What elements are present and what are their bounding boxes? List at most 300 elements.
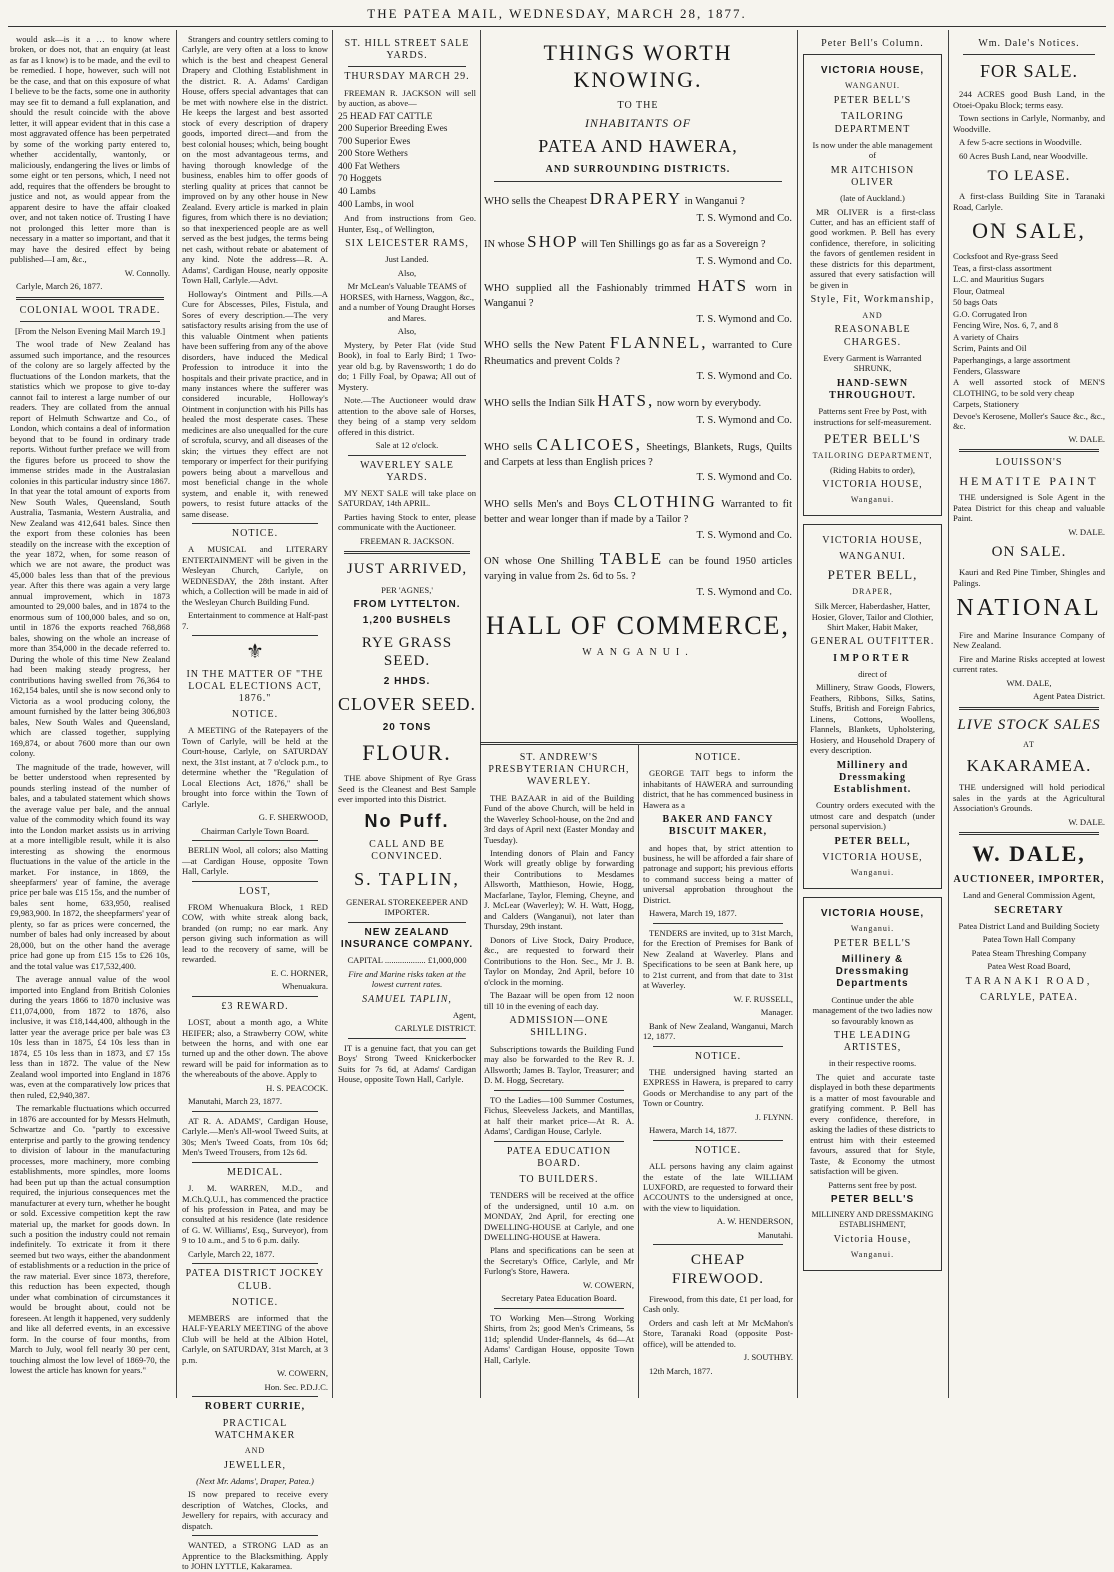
twk-to: TO THE xyxy=(617,99,659,111)
rule xyxy=(653,1140,783,1141)
letter-dateline: Carlyle, March 26, 1877. xyxy=(16,281,103,292)
on-sale: ON SALE, xyxy=(972,218,1086,244)
artistes: THE LEADING ARTISTES, xyxy=(833,1030,912,1054)
twk-keyword: HATS, xyxy=(597,390,655,410)
firewood-date: 12th March, 1877. xyxy=(649,1365,713,1376)
advert-text: Patterns sent Free by Post, with instructions for self-measurement. xyxy=(813,406,932,427)
column-6 xyxy=(953,34,1105,1398)
reward-signer: H. S. PEACOCK. xyxy=(266,1082,328,1093)
notice-signer: W. F. RUSSELL, xyxy=(733,993,793,1004)
notice-heading: NOTICE. xyxy=(694,752,742,763)
shipment-note: THE above Shipment of Rye Grass Seed is the Cleanest and Best Sample ever imported into this District. xyxy=(338,773,476,805)
twk-post: will Ten Shillings go as far as a Sovereign ? xyxy=(581,239,766,251)
church-body: The Bazaar will be open from 12 noon till 10 in the evening of each day. xyxy=(484,990,634,1011)
hall-of-commerce: HALL OF COMMERCE, xyxy=(486,610,790,640)
hhds: 2 HHDS. xyxy=(383,676,431,688)
no-puff: No Puff. xyxy=(364,810,450,831)
currie-body: IS now prepared to receive every description of Watches, Clocks, and Jewellery for repairs, with accuracy and dispatch. xyxy=(182,1489,328,1531)
twk-pre: WHO sells the Cheapest xyxy=(484,195,587,207)
waverley-title: WAVERLEY SALE YARDS. xyxy=(360,459,454,483)
signer: W. DALE. xyxy=(1068,816,1105,827)
lost-heading: LOST, xyxy=(239,885,271,897)
auctioneer: AUCTIONEER, IMPORTER, xyxy=(953,874,1105,886)
rule xyxy=(653,1244,783,1245)
advert-box xyxy=(803,897,942,1271)
and: AND xyxy=(862,310,883,320)
advert-box xyxy=(803,524,942,889)
hematite: HEMATITE PAINT xyxy=(959,473,1099,488)
insurance-agent: SAMUEL TAPLIN, xyxy=(362,993,452,1005)
advert-text: Patea District Land and Building Society xyxy=(958,920,1100,931)
wanganui: WANGANUI. xyxy=(839,551,906,563)
list-item: G.O. Corrugated Iron xyxy=(953,308,1027,319)
twk-signature: T. S. Wymond and Co. xyxy=(696,371,792,383)
jockey-body: MEMBERS are informed that the HALF-YEARLY MEETING of the above Club will be held at the Albion Hotel, Carlyle, on SATURDAY, 31st March, at 3 p.m. xyxy=(182,1312,328,1365)
victoria-house: VICTORIA HOUSE, xyxy=(820,907,925,919)
list-item: Teas, a first-class assortment xyxy=(953,262,1052,273)
advert-text: A few 5-acre sections in Woodville. xyxy=(959,137,1082,148)
medical-body: J. M. WARREN, M.D., and M.Ch.Q.U.I., has commenced the practice of his profession in Patea, and may be consulted at his residence (late residence of G. W. Williams', Esq., Surveyor), from 9 to 10 a.m., and 5 to 6 p.m. daily. xyxy=(182,1183,328,1246)
letter-signature: W. Connolly. xyxy=(124,267,170,278)
national: NATIONAL xyxy=(956,595,1102,622)
taplin-sub: GENERAL STOREKEEPER AND IMPORTER. xyxy=(346,896,468,918)
advert-text: Every Garment is Warranted SHRUNK, xyxy=(823,352,922,374)
notice-body: Entertainment to commence at Half-past 7. xyxy=(182,610,328,631)
twk-signature: T. S. Wymond and Co. xyxy=(696,256,792,268)
column-5 xyxy=(801,34,944,1398)
rule xyxy=(192,635,318,636)
on-sale: ON SALE. xyxy=(991,544,1067,561)
column-1 xyxy=(10,34,170,1398)
rule xyxy=(192,881,318,882)
insurance-district: CARLYLE DISTRICT. xyxy=(394,1023,476,1034)
rule xyxy=(192,840,318,841)
live-stock: LIVE STOCK SALES xyxy=(957,716,1101,733)
column-rule xyxy=(480,30,481,1398)
signer-title: Agent Patea District. xyxy=(1033,691,1105,702)
twk-post: can be found 1950 articles varying in value from 2s. 6d to 5s. ? xyxy=(484,556,793,583)
outfitter: GENERAL OUTFITTER. xyxy=(810,636,935,648)
list-item xyxy=(484,231,792,269)
list-item: 700 Superior Ewes xyxy=(338,136,411,147)
list-item xyxy=(484,188,792,226)
advert-text: Land and General Commission Agent, xyxy=(963,890,1095,901)
rule xyxy=(959,707,1099,710)
twk-signature: T. S. Wymond and Co. xyxy=(696,587,792,599)
tenders-signer-title: Secretary Patea Education Board. xyxy=(501,1293,617,1304)
currie-trade: PRACTICAL WATCHMAKER xyxy=(214,1417,296,1441)
advert-text: in their respective rooms. xyxy=(828,1058,917,1069)
advert-text: THE undersigned is Sole Agent in the Patea District for this cheap and valuable Paint. xyxy=(953,492,1105,524)
millinery: Millinery and Dressmaking Establishment. xyxy=(833,759,912,796)
victoria-house: VICTORIA HOUSE, xyxy=(822,535,923,547)
rule xyxy=(963,54,1095,55)
victoria-house: VICTORIA HOUSE, xyxy=(822,851,923,863)
rule xyxy=(494,1141,624,1142)
advert-paragraph: TO the Ladies—100 Summer Costumes, Fichus, Sleeveless Jackets, and Mantillas, at half their market price—At R. A. Adams', Cardigan House, Carlyle. xyxy=(484,1094,634,1137)
twk-pre: WHO sells Men's and Boys xyxy=(484,498,610,510)
list-item xyxy=(484,390,792,428)
secretary: SECRETARY xyxy=(994,904,1064,916)
twk-signature: T. S. Wymond and Co. xyxy=(696,212,792,224)
twk-signature: T. S. Wymond and Co. xyxy=(696,529,792,541)
advert-text: (late of Auckland.) xyxy=(840,193,905,204)
twk-pre: WHO sells the Indian Silk xyxy=(484,397,595,409)
advert-paragraph: BERLIN Wool, all colors; also Matting —at Cardigan House, opposite Town Hall, Carlyle. xyxy=(182,845,328,877)
rule xyxy=(192,1396,318,1397)
things-worth-knowing xyxy=(484,34,792,744)
style: Style, Fit, Workmanship, xyxy=(810,294,935,306)
list-item: Cocksfoot and Rye-grass Seed xyxy=(953,251,1058,262)
notice-signer-title: Chairman Carlyle Town Board. xyxy=(200,825,310,836)
advert-text: (Riding Habits to order), xyxy=(830,464,915,475)
advert-text: Kauri and Red Pine Timber, Shingles and Palings. xyxy=(953,567,1105,588)
list-item: L.C. and Mauritius Sugars xyxy=(953,274,1044,285)
sale-day: THURSDAY MARCH 29. xyxy=(344,71,470,83)
column-2 xyxy=(182,34,328,1572)
victoria-house: VICTORIA HOUSE, xyxy=(822,479,923,491)
twk-places: PATEA AND HAWERA, xyxy=(538,136,738,157)
column-rule xyxy=(638,744,639,1398)
currie-address: (Next Mr. Adams', Draper, Patea.) xyxy=(196,1475,314,1486)
twk-post: Sheetings, Blankets, Rugs, Quilts and Carpets at less than English prices ? xyxy=(484,441,792,468)
insurance-title: NEW ZEALAND INSURANCE COMPANY. xyxy=(340,926,474,951)
twk-signature: T. S. Wymond and Co. xyxy=(696,472,792,484)
rule xyxy=(494,1308,624,1309)
advert-text: A first-class Building Site in Taranaki Road, Carlyle. xyxy=(953,191,1105,212)
signer: W. DALE. xyxy=(1068,433,1105,444)
reward-date: Manutahi, March 23, 1877. xyxy=(188,1096,283,1107)
call-and-see: CALL AND BE CONVINCED. xyxy=(369,838,445,862)
carlyle: CARLYLE, PATEA. xyxy=(980,992,1078,1004)
twk-pre: WHO sells xyxy=(484,441,533,453)
peter-bell: PETER BELL'S xyxy=(833,95,912,107)
peter-bell: PETER BELL'S xyxy=(823,431,922,447)
notice-body: ALL persons having any claim against the estate of the late WILLIAM LUXFORD, are requested to forward their ACCOUNTS to the undersigned at once, with the view to liquidation. xyxy=(643,1161,793,1213)
column-rule xyxy=(797,30,798,1398)
wanganui: Wanganui. xyxy=(850,1250,895,1260)
masthead-rule xyxy=(8,26,1106,27)
list-item xyxy=(484,491,792,542)
advert-text: Fire and Marine Risks accepted at lowest current rates. xyxy=(953,653,1105,675)
hand-sewn: HAND-SEWN THROUGHOUT. xyxy=(829,377,916,401)
louisson: LOUISSON'S xyxy=(995,457,1063,469)
medical-date: Carlyle, March 22, 1877. xyxy=(188,1248,275,1259)
rule xyxy=(348,66,466,67)
list-item: A variety of Chairs xyxy=(953,331,1019,342)
peter-bell: PETER BELL, xyxy=(834,835,911,847)
list-item: A well assorted stock of MEN'S CLOTHING, to be sold very cheap xyxy=(953,377,1105,398)
insurance-risks: Fire and Marine risks taken at the lowest current rates. xyxy=(348,968,466,990)
bushels: 1,200 BUSHELS xyxy=(362,615,452,627)
list-item: Fenders, Glassware xyxy=(953,365,1021,376)
rule xyxy=(959,449,1099,452)
sale-intro: FREEMAN R. JACKSON will sell by auction, as above— xyxy=(338,87,476,109)
notice-body: and hopes that, by strict attention to business, he will be afforded a fair share of patronage and support; his previous efforts to command success being a matter of universal approbation throughout the District. xyxy=(643,842,793,905)
jockey-signer: W. COWERN, xyxy=(276,1368,328,1379)
masthead: THE PATEA MAIL, WEDNESDAY, MARCH 28, 1877. xyxy=(367,6,747,21)
church-body: Donors of Live Stock, Dairy Produce, &c., are requested to forward their Contributions to the Hon. Sec., Mr J. B. Taylor on Monday, 2nd April, before 10 o'clock in the morning. xyxy=(484,934,634,987)
list-item: Paperhangings, a large assortment xyxy=(953,354,1071,365)
column-header: Peter Bell's Column. xyxy=(821,38,924,49)
at: AT xyxy=(1023,739,1035,749)
wanganui: Wanganui. xyxy=(850,868,895,878)
advert-text: THE undersigned will hold periodical sales in the yards at the Agricultural Association's Grounds. xyxy=(953,782,1105,814)
list-item: 400 Lambs, in wool xyxy=(338,199,414,210)
tailoring: TAILORING DEPARTMENT, xyxy=(812,450,933,460)
advert-text: Patea West Road Board, xyxy=(987,961,1071,972)
advert-text: 244 ACRES good Bush Land, in the Otoei-Opaku Block; terms easy. xyxy=(953,89,1105,110)
notice-date: Hawera, March 19, 1877. xyxy=(649,908,737,919)
twk-post: now worn by everybody. xyxy=(656,397,762,409)
jockey-signer-title: Hon. Sec. P.D.J.C. xyxy=(264,1381,328,1392)
church-title: ST. ANDREW'S PRESBYTERIAN CHURCH, WAVERLEY. xyxy=(488,752,630,788)
twk-keyword: DRAPERY xyxy=(589,188,682,208)
advert-text: Town sections in Carlyle, Normanby, and Woodville. xyxy=(953,113,1105,134)
twk-signature: T. S. Wymond and Co. xyxy=(696,414,792,426)
notice-body: A MEETING of the Ratepayers of the Town of Carlyle, will be held at the Court-house, Carlyle, on SATURDAY next, the 31st instant, at 7 o'clock p.m., to determine whether the "Regulation of Local Elections Act, 1876," shall be brought into force within the Town of Carlyle. xyxy=(182,725,328,809)
list-item: 25 HEAD FAT CATTLE xyxy=(338,111,433,122)
twk-post: worn in Wanganui ? xyxy=(484,283,793,310)
list-item: 200 Store Wethers xyxy=(338,149,408,160)
advert-box xyxy=(803,54,942,516)
advert-paragraph: Holloway's Ointment and Pills.—A Cure for Abscesses, Piles, Fistula, and Sores of every description.—The very satisfactory results arising from the use of this valuable Ointment when patients have been suffering from any of the above disorders, have induced the Medical Profession to introduce it into the hospitals and their private practice, and in many instances where the sufferer was considered incurable, Holloway's Ointment in conjunction with his Pills has healed the most desperate cases. These medicines are also unequalled for the cure of scrofula, scurvy, and all diseases of the skin; the virtues they effect are not temporary or imperfect for their purifying powers being about a marvellous and most beneficial change in the whole system, and enable it, with renewed powers, to resist future attacks of the same disease. xyxy=(182,288,328,519)
insurance-agent-title: Agent, xyxy=(452,1009,476,1020)
advert-text: Patea Steam Threshing Company xyxy=(971,947,1087,958)
fact-advert: IT is a genuine fact, that you can get Boys' Strong Tweed Knickerbocker Suits for 7s 6d, at Adams' Cardigan House, opposite Town Hall, Carlyle. xyxy=(338,1042,476,1085)
twk-keyword: TABLE xyxy=(599,549,664,569)
clover: CLOVER SEED. xyxy=(338,694,476,715)
wanganui: WANGANUI. xyxy=(845,81,900,91)
arrived: JUST ARRIVED, xyxy=(346,561,468,578)
twk-pre: WHO supplied all the Fashionably trimmed xyxy=(484,283,691,295)
list-item: 200 Superior Breeding Ewes xyxy=(338,124,448,135)
list-item: Devoe's Kerosene, Moller's Sauce &c., &c., &c. xyxy=(953,410,1105,432)
firewood-body: Orders and cash left at Mr McMahon's Store, Taranaki Road (opposite Post-office), will be attended to. xyxy=(643,1317,793,1349)
sale-title: ST. HILL STREET SALE YARDS. xyxy=(344,38,470,62)
w-dale: W. DALE, xyxy=(972,841,1086,867)
notice-heading: NOTICE. xyxy=(694,1144,742,1156)
church-body: Subscriptions towards the Building Fund may also be forwarded to the Rev R. J. Allsworth; James B. Taylor, Treasurer; and D. M. Hogg, Secretary. xyxy=(484,1043,634,1086)
rams-sub: Just Landed. xyxy=(385,254,429,265)
column-rule xyxy=(176,30,177,1398)
advert-text: Silk Mercer, Haberdasher, Hatter, Hosier, Glover, Tailor and Clothier, Shirt Maker, Habit Maker, xyxy=(811,601,934,632)
jockey-title: PATEA DISTRICT JOCKEY CLUB. xyxy=(185,1268,325,1292)
notice-body: A MUSICAL and LITERARY ENTERTAINMENT will be given in the Wesleyan Church, Carlyle, on WEDNESDAY, the 28th instant. After which, a Collection will be made in aid of the Wesleyan Church Building Fund. xyxy=(182,544,328,607)
article-paragraph: The remarkable fluctuations which occurred in 1876 are accounted for by Messrs Helmuth, Schwartze and Co. "partly to excessive enterprise and partly to the growing tendency to division of labour in the manufacturing processes, more machinery, more combing establishments, more spindles, more looms had been put up than the actual consumption required, the injurious consequences met the manufacturer at every turn, whether he bought or sold. Excessive competition kept the raw material up, the market for goods down. In such a position the industry could not remain indefinitely. To extricate it from it there seemed but two ways, either the abandonment of establishments or a reduction in the price of the raw material. Ever since 1873, therefore, this reduction has been expected, though under what combination of circumstances it would be brought about, could not be foreseen. At length it happened, very suddenly and like all deferred events, in an excessive form. In the course of four months, from March to July, wool fell nearly 30 per cent, touching almost the low level of 1869-70, the lowest the article has known for years." xyxy=(10,1103,170,1376)
notice-signer: J. FLYNN. xyxy=(755,1111,793,1122)
advert-text: Fire and Marine Insurance Company of New Zealand. xyxy=(953,629,1105,651)
victoria-house: Victoria House, xyxy=(833,1233,912,1245)
article-heading: COLONIAL WOOL TRADE. xyxy=(19,304,161,316)
charges: REASONABLE CHARGES. xyxy=(834,324,911,348)
peter-bell: PETER BELL, xyxy=(827,567,918,583)
rule xyxy=(653,1046,783,1047)
lost-signer: E. C. HORNER, xyxy=(270,967,328,978)
notice-signer: A. W. HENDERSON, xyxy=(716,1216,793,1227)
firewood-signer: J. SOUTHBY. xyxy=(743,1352,793,1363)
signer: W. DALE. xyxy=(1068,526,1105,537)
rule xyxy=(16,297,164,300)
notice-date: Bank of New Zealand, Wanganui, March 12, 1877. xyxy=(643,1020,793,1042)
list-item xyxy=(484,332,792,383)
currie-name: ROBERT CURRIE, xyxy=(204,1401,306,1413)
list-item xyxy=(484,548,792,599)
notice-heading: NOTICE. xyxy=(694,1050,742,1062)
wanganui: WANGANUI. xyxy=(582,647,694,659)
board-title: PATEA EDUCATION BOARD. xyxy=(506,1145,612,1169)
twk-title: THINGS WORTH KNOWING. xyxy=(543,40,733,92)
rule xyxy=(344,551,470,554)
advert-paragraph: TO Working Men—Strong Working Shirts, from 2s; good Men's Crimeans, 5s 11d; splendid Under-flannels, 4s 6d—At Adams' Cardigan House, opposite Town Hall, Carlyle. xyxy=(484,1312,634,1365)
signer: WM. DALE, xyxy=(1006,677,1052,688)
list-item: 70 Hoggets xyxy=(338,174,382,185)
notice-signer-title: Manager. xyxy=(760,1007,793,1018)
waverley-body: MY NEXT SALE will take place on SATURDAY, 14th APRIL. xyxy=(338,487,476,509)
column-header: Wm. Dale's Notices. xyxy=(978,38,1080,49)
notice-signer: G. F. SHERWOOD, xyxy=(258,812,328,823)
victoria-house: VICTORIA HOUSE, xyxy=(820,65,925,77)
goods-list xyxy=(953,251,1105,432)
advert-text: MILLINERY AND DRESSMAKING ESTABLISHMENT, xyxy=(811,1210,934,1230)
also: Also, xyxy=(397,267,417,278)
rule xyxy=(494,1090,624,1091)
list-item xyxy=(484,434,792,485)
wanted-advert: WANTED, a STRONG LAD as an Apprentice to the Blacksmithing. Apply to JOHN LYTTLE, Kakaramea. xyxy=(182,1540,328,1572)
twk-keyword: FLANNEL, xyxy=(609,333,708,353)
article-paragraph: The average annual value of the wool imported into England from British Colonies during the years 1866 to 1870 inclusive was £11,074,000, from 1872 to 1876, also inclusive, it was £18,144,400, although in the latter year the average price per bale was £3 10s less than in 1875, £4 10s less than in 1874, £5 10s less than in 1873, and £7 15s less than in 1872. The value of the New Zealand wool imported into England in 1876 was, even at the comparatively low prices that then ruled, £2,940,387. xyxy=(10,974,170,1100)
sale-time: Sale at 12 o'clock. xyxy=(375,440,439,451)
advert-text: Is now under the able management of xyxy=(812,139,933,161)
lost-body: FROM Whenuakura Block, 1 RED COW, with white streak along back, branded (on rump; no ear mark. Any person giving such information as will lead to the recovery of same, will be rewarded. xyxy=(182,901,328,965)
peter-bell: PETER BELL'S xyxy=(830,1194,915,1206)
advert-text: Patterns sent free by post. xyxy=(828,1179,917,1190)
twk-keyword: CALICOES, xyxy=(536,434,642,454)
article-paragraph: The magnitude of the trade, however, will be better understood when represented by pounds sterling instead of the number of bales, and a tabulated statement which shows the average value per bale, and the annual value of the commodity which found its way into the London market assists us in arriving at a more intelligible result, while it is also interesting as showing the enormous fluctuations in the value of the article in the market. For instance, in 1869, the sheepfarmers' year of famine, the average price per bale was £15 15s, and the number of bales sent home, 633,950, realised £9,983,900. In 1872, the sheepfarmers' year of plenty, so far as prices were concerned, the number of bales had only increased by about 28,000, but on the other hand the average price had gone up from £15 15s to £26 10s, and the total value was £17,532,400. xyxy=(10,761,171,971)
list-item: 400 Fat Wethers xyxy=(338,161,400,172)
advert-paragraph: Strangers and country settlers coming to Carlyle, are very often at a loss to know which is the best and cheapest General Drapery and Clothing Establishment in the district. R. A. Adams' Cardigan House, offers special advantages that can be met with nowhere else in the district. He keeps the largest and best assorted stock of every description of drapery goods, imported direct—and from the best colonial houses; which, being bought on the most advantageous terms, and having thorough knowledge of the business, enables him to offer goods of sterling quality at prices that cannot be improved on by any other house in New Zealand. Every article is marked in plain figures, from which there is no deviation; so that inexperienced people are as well served as the best judges, the terms being net cash, without rebate or abatement of any kind. Note the address—R. A. Adams', Cardigan House, nearly opposite Town Hall, Carlyle.—Advt. xyxy=(182,34,328,286)
from-port: FROM LYTTELTON. xyxy=(353,599,461,611)
twk-inhabitants: INHABITANTS OF xyxy=(584,115,692,130)
peter-bell: PETER BELL'S xyxy=(833,937,912,949)
rule xyxy=(192,523,318,524)
firewood-body: Firewood, from this date, £1 per load, for Cash only. xyxy=(643,1294,793,1315)
twk-post: warranted to Cure Rheumatics and prevent Colds ? xyxy=(484,340,792,367)
taranaki-road: TARANAKI ROAD, xyxy=(965,975,1093,987)
twk-keyword: SHOP xyxy=(527,232,579,252)
rule xyxy=(192,1111,318,1112)
flour: FLOUR. xyxy=(362,740,452,766)
list-item: 50 bags Oats xyxy=(953,297,998,308)
reward-body: LOST, about a month ago, a White HEIFER; also, a Strawberry COW, white between the horns, and with one ear turned up and the other down. The above reward will be paid for information as to the whereabouts of the above. Apply to xyxy=(182,1017,328,1080)
letter-text: would ask—is it a … to know where broken, or does not, that an enquiry (at least as far as I know) is to be made, and the evil to be remedied. I hope, however, such will not be the case, and that on this exposure of what I believe to be the facts, some one in authority may see fit to demand a full explanation, and should the result coincide with the above letter, it will appear evident that in this case a most aggravated offence has been perpetrated by some of the working party entered to, whether accidentally, wantonly, or maliciously, endangering the lives or limbs of some eight or ten persons, which, I need not add, requires that the offenders be brought to justice and not, as would appear from the apparent desire to have the affair cloaked over, and not taken notice of. Trusting I have not prolonged this letter more than is necessary in a matter so important, and that it may have the desired effect by being published—I am, &c., xyxy=(10,34,170,265)
twk-pre: ON whose One Shilling xyxy=(484,556,594,568)
column-4b xyxy=(643,748,793,1398)
rule xyxy=(348,455,466,456)
church-body: Intending donors of Plain and Fancy Work will greatly oblige by forwarding their Contributions to Mesdames Allsworth, Matthieson, Howie, Hogg, Macfarlane, Taylor, Fleming, Cheyne, and J. McLear (Waverley); W. H. Watt, Hogg, and Calders (Wanganui), not later than Thursday, 29th instant. xyxy=(484,847,634,932)
column-rule xyxy=(332,30,333,1398)
teams: Mr McLean's Valuable TEAMS of HORSES, with Harness, Waggon, &c., and a number of Young Draught Horses and Mares. xyxy=(338,281,476,323)
for-sale: FOR SALE. xyxy=(979,61,1078,82)
importer: IMPORTER xyxy=(833,652,912,664)
taplin-name: S. TAPLIN, xyxy=(354,869,460,890)
church-body: THE BAZAAR in aid of the Building Fund of the above Church, will be held in the Waverley School-house, on the 2nd and 3rd days of April next (Easter Monday and Tuesday). xyxy=(484,792,634,845)
article-paragraph: The wool trade of New Zealand has assumed such importance, and the resources of the colony are so largely affected by the fluctuations of the London markets, that the statistics which we propose to give to-day cannot fail to interest a large number of our readers. They are collated from the annual report of Helmuth Schwartze and Co., of London, which contains a deal of information beyond that to be found in ordinary trade reports. Without further preface we will from the figures before us proceed to show the immense strides made in the Australasian colonies in this particular industry since 1867. In that year the total amount of exports from New South Wales, Queensland, South Australia, Tasmania, Western Australia, and New Zealand was 412,641 bales. Since then the export from these colonies has been steadily on the increase with the exception of the year 1872, when, for some reason of which we are not aware, the product was 45,000 bales less than that of the previous year. After this there was again a very large annual improvement, which in 1873 amounted to 29,000 bales, and in 1874 to the enormous sum of 100,000 bales, and so on, until in 1876 the exports reached 768,868 bales, showing on the whole an increase of more than 354,000 in the decade referred to. During the whole of this time New Zealand had been making steady progress, her contributions having swelled from 76,364 to 162,154 bales, until she is now second only to Victoria as a wool producing colony, the amount furnished by the latter being 306,803 bales, New South Wales and Queensland, which are classed together, supplying 169,874, or about 7600 more than our own colony. xyxy=(10,339,170,759)
to-lease: TO LEASE. xyxy=(987,168,1071,185)
kakaramea: KAKARAMEA. xyxy=(966,755,1092,775)
notice-date: Hawera, March 14, 1877. xyxy=(649,1125,737,1136)
waverley-body: Parties having Stock to enter, please communicate with the Auctioneer. xyxy=(338,511,476,533)
stock-list xyxy=(338,112,476,212)
list-item: Flour, Oatmeal xyxy=(953,285,1005,296)
currie-and: AND xyxy=(244,1445,266,1455)
per-ship: PER 'AGNES,' xyxy=(381,584,433,595)
column-rule xyxy=(948,30,949,1398)
jockey-heading: NOTICE. xyxy=(231,1296,279,1308)
wanganui: Wanganui. xyxy=(850,924,895,934)
rule xyxy=(20,321,160,322)
twk-post: Warranted to fit better and wear longer than if made by a Tailor ? xyxy=(484,498,793,526)
twk-pre: WHO sells the New Patent xyxy=(484,340,606,352)
notice-place: Manutahi. xyxy=(757,1229,793,1240)
tons: 20 TONS xyxy=(382,722,432,734)
medical-heading: MEDICAL. xyxy=(226,1166,284,1178)
notice-body: TENDERS are invited, up to 31st March, for the Erection of Premises for Bank of New Zealand at Waverley. Plans and Specifications to be seen at Bank here, up to 21st current, and from that date to 31st at Waverley. xyxy=(643,927,793,991)
twk-surrounding: AND SURROUNDING DISTRICTS. xyxy=(545,164,731,176)
notice-body: THE undersigned having started an EXPRESS in Hawera, is prepared to carry Goods or Merchandise to any part of the Town or Country. xyxy=(643,1066,793,1109)
royal-crest-icon: ⚜ xyxy=(246,641,264,664)
list-item: 40 Lambs xyxy=(338,187,376,197)
tenders-signer: W. COWERN, xyxy=(582,1279,634,1290)
rule xyxy=(494,181,782,182)
list-item xyxy=(484,275,792,326)
mystery: Mystery, by Peter Flat (vide Stud Book), in foal to Early Bird; 1 Two-year old b.g. by Ravensworth; 1 do do do; 1 Filly Foal, by Opawa; All out of Mystery. xyxy=(338,339,476,392)
twk-signature: T. S. Wymond and Co. xyxy=(696,313,792,325)
twk-pre: IN whose xyxy=(484,239,525,251)
tenders-body: Plans and specifications can be seen at the Secretary's Office, Carlyle, and Mr Furlong's Store, Hawera. xyxy=(484,1245,634,1277)
reward-heading: £3 REWARD. xyxy=(221,1000,289,1012)
waverley-signer: FREEMAN R. JACKSON. xyxy=(359,535,455,546)
rule xyxy=(192,996,318,997)
list-item: Scrim, Paints and Oil xyxy=(953,343,1027,354)
article-source: [From the Nelson Evening Mail March 19.] xyxy=(14,325,166,336)
advert-text: Millinery, Straw Goods, Flowers, Feathers, Ribbons, Silks, Satins, Stuffs, British and Foreign Fabrics, Linens, Cottons, Woollens, Flannels, Blankets, Upholstering, Hosiery, and Household Drapery of every description. xyxy=(810,682,935,756)
rule xyxy=(653,923,783,924)
admission: ADMISSION—ONE SHILLING. xyxy=(509,1015,609,1039)
rule xyxy=(192,1535,318,1536)
builders: TO BUILDERS. xyxy=(519,1173,599,1185)
sale-instructions: And from instructions from Geo. Hunter, Esq., of Wellington, xyxy=(338,213,476,234)
rule xyxy=(348,1038,466,1039)
advert-text: direct of xyxy=(858,668,887,679)
rule xyxy=(192,1162,318,1163)
advert-text: Continue under the able management of the two ladies now so favourably known as xyxy=(812,994,933,1026)
rye-grass: RYE GRASS SEED. xyxy=(361,634,453,669)
wanganui: Wanganui. xyxy=(850,495,895,505)
column-4a xyxy=(484,748,634,1398)
lost-place: Whenuakura. xyxy=(281,981,328,992)
advert-text: MR OLIVER is a first-class Cutter, and has an efficient staff of good workmen. P. Bell has every confidence, therefore, in soliciting the favors of gentlemen resident in these districts for this department, assured that every satisfaction will be given in xyxy=(810,206,935,290)
notice-heading: NOTICE. xyxy=(231,528,279,540)
twk-keyword: CLOTHING xyxy=(613,491,717,511)
rule xyxy=(192,1263,318,1264)
currie-trade: JEWELLER, xyxy=(223,1459,287,1471)
notice-heading: NOTICE. xyxy=(231,709,279,721)
twk-keyword: HATS xyxy=(697,276,749,296)
advert-text: Country orders executed with the utmost care and despatch (under personal supervision.) xyxy=(810,800,935,832)
advert-paragraph: AT R. A. ADAMS', Cardigan House, Carlyle.—Men's All-wool Tweed Suits, at 30s; Men's Tweed Coats, from 10s 6d; Men's Tweed Trousers, from 12s 6d. xyxy=(182,1115,328,1158)
advert-text: The quiet and accurate taste displayed in both these departments is a matter of most favourable and gratifying comment. P. Bell has every confidence, therefore, in asking the ladies of these districts to entrust him with their esteemed favours, assured that for Style, Taste, & Economy the utmost satisfaction will be given. xyxy=(810,1071,935,1177)
